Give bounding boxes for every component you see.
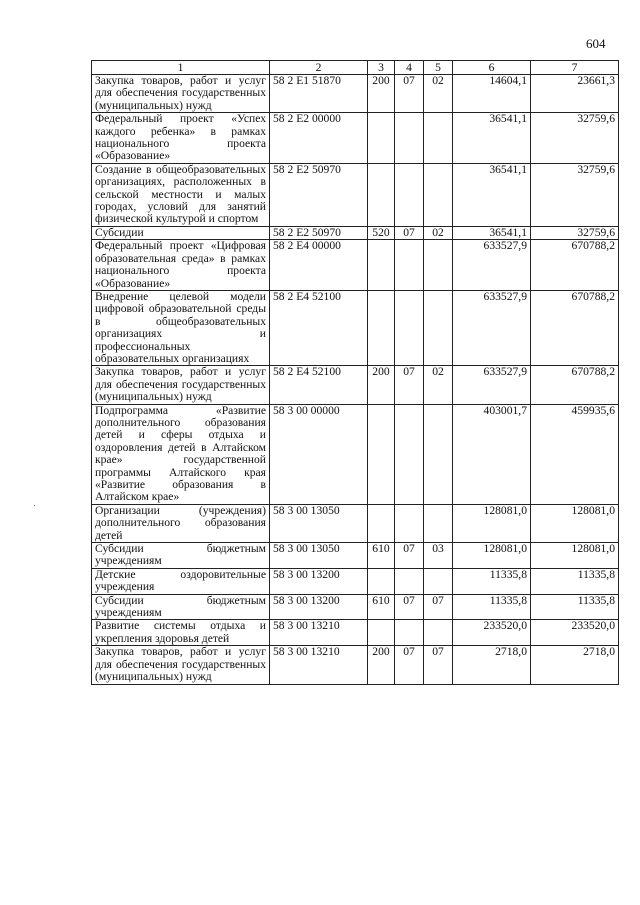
cell-code: 58 2 E2 50970 xyxy=(270,163,368,226)
cell-c5 xyxy=(424,568,453,594)
cell-c4 xyxy=(395,404,424,504)
cell-v7: 32759,6 xyxy=(531,113,619,164)
scan-speck xyxy=(34,505,35,506)
cell-code: 58 3 00 13050 xyxy=(270,543,368,569)
table-row xyxy=(92,290,619,365)
cell-v6: 633527,9 xyxy=(453,240,531,291)
cell-code: 58 3 00 13200 xyxy=(270,568,368,594)
cell-name: Субсидии бюджетным учреждениям xyxy=(92,543,270,569)
cell-c5 xyxy=(424,504,453,542)
cell-name: Внедрение целевой модели цифровой образовательной среды в общеобразовательных организациях и профессиональных образовательных организациях xyxy=(92,290,270,365)
cell-name: Федеральный проект «Цифровая образовательная среда» в рамках национального проекта «Образование» xyxy=(92,240,270,291)
table-row xyxy=(92,163,619,226)
cell-name: Субсидии xyxy=(92,226,270,239)
cell-name: Детские оздоровительные учреждения xyxy=(92,568,270,594)
cell-v6: 36541,1 xyxy=(453,113,531,164)
cell-c3: 610 xyxy=(368,543,395,569)
cell-code: 58 2 E4 52100 xyxy=(270,366,368,404)
cell-c5 xyxy=(424,163,453,226)
cell-name: Организации (учреждения) дополнительного образования детей xyxy=(92,504,270,542)
cell-v6: 128081,0 xyxy=(453,504,531,542)
cell-v7: 128081,0 xyxy=(531,504,619,542)
cell-v7: 23661,3 xyxy=(531,75,619,113)
cell-v6: 36541,1 xyxy=(453,226,531,239)
cell-v7: 11335,8 xyxy=(531,594,619,620)
cell-c5 xyxy=(424,113,453,164)
cell-v7: 670788,2 xyxy=(531,290,619,365)
cell-c3 xyxy=(368,113,395,164)
table-row xyxy=(92,543,619,569)
cell-c4: 07 xyxy=(395,646,424,684)
cell-c5 xyxy=(424,290,453,365)
cell-c5: 02 xyxy=(424,226,453,239)
page-number: 604 xyxy=(586,36,606,51)
cell-code: 58 3 00 13210 xyxy=(270,646,368,684)
cell-c3: 520 xyxy=(368,226,395,239)
cell-v6: 633527,9 xyxy=(453,366,531,404)
cell-c4 xyxy=(395,568,424,594)
cell-v7: 459935,6 xyxy=(531,404,619,504)
header-col-5: 5 xyxy=(424,61,453,75)
cell-c3: 200 xyxy=(368,366,395,404)
table-row xyxy=(92,594,619,620)
cell-v6: 14604,1 xyxy=(453,75,531,113)
header-row xyxy=(92,61,619,75)
cell-code: 58 3 00 13050 xyxy=(270,504,368,542)
cell-c4 xyxy=(395,504,424,542)
cell-c4: 07 xyxy=(395,226,424,239)
cell-code: 58 2 E4 52100 xyxy=(270,290,368,365)
cell-v6: 403001,7 xyxy=(453,404,531,504)
table-row xyxy=(92,366,619,404)
cell-v7: 233520,0 xyxy=(531,620,619,646)
cell-v7: 128081,0 xyxy=(531,543,619,569)
cell-c3 xyxy=(368,568,395,594)
cell-name: Создание в общеобразовательных организациях, расположенных в сельской местности и малых городах, условий для занятий физической культурой и спортом xyxy=(92,163,270,226)
cell-v7: 11335,8 xyxy=(531,568,619,594)
cell-name: Закупка товаров, работ и услуг для обеспечения государственных (муниципальных) нужд xyxy=(92,366,270,404)
header-col-6: 6 xyxy=(453,61,531,75)
cell-c3 xyxy=(368,290,395,365)
cell-c4: 07 xyxy=(395,543,424,569)
cell-v7: 670788,2 xyxy=(531,366,619,404)
cell-c3 xyxy=(368,163,395,226)
budget-table xyxy=(91,60,619,685)
table-row xyxy=(92,226,619,239)
header-col-3: 3 xyxy=(368,61,395,75)
cell-name: Закупка товаров, работ и услуг для обеспечения государственных (муниципальных) нужд xyxy=(92,646,270,684)
cell-c3 xyxy=(368,404,395,504)
cell-v7: 670788,2 xyxy=(531,240,619,291)
cell-c4 xyxy=(395,113,424,164)
table-row xyxy=(92,404,619,504)
cell-v6: 128081,0 xyxy=(453,543,531,569)
cell-code: 58 2 E1 51870 xyxy=(270,75,368,113)
cell-v6: 633527,9 xyxy=(453,290,531,365)
cell-c5: 03 xyxy=(424,543,453,569)
cell-c4 xyxy=(395,290,424,365)
cell-c4: 07 xyxy=(395,366,424,404)
cell-v6: 2718,0 xyxy=(453,646,531,684)
cell-v7: 2718,0 xyxy=(531,646,619,684)
cell-code: 58 2 E2 00000 xyxy=(270,113,368,164)
cell-c5: 02 xyxy=(424,75,453,113)
cell-c3: 200 xyxy=(368,646,395,684)
cell-c5 xyxy=(424,240,453,291)
cell-v6: 11335,8 xyxy=(453,594,531,620)
cell-c5 xyxy=(424,404,453,504)
cell-v7: 32759,6 xyxy=(531,163,619,226)
table-row xyxy=(92,568,619,594)
cell-code: 58 2 E4 00000 xyxy=(270,240,368,291)
header-col-4: 4 xyxy=(395,61,424,75)
table-row xyxy=(92,75,619,113)
table-row xyxy=(92,620,619,646)
cell-c4 xyxy=(395,240,424,291)
cell-name: Развитие системы отдыха и укрепления здоровья детей xyxy=(92,620,270,646)
cell-v6: 233520,0 xyxy=(453,620,531,646)
table-row xyxy=(92,240,619,291)
cell-c3: 200 xyxy=(368,75,395,113)
cell-code: 58 3 00 00000 xyxy=(270,404,368,504)
cell-code: 58 3 00 13200 xyxy=(270,594,368,620)
cell-c3 xyxy=(368,504,395,542)
cell-v6: 11335,8 xyxy=(453,568,531,594)
cell-c3 xyxy=(368,240,395,291)
cell-code: 58 2 E2 50970 xyxy=(270,226,368,239)
cell-c4: 07 xyxy=(395,594,424,620)
cell-c5: 07 xyxy=(424,646,453,684)
cell-c3 xyxy=(368,620,395,646)
table-row xyxy=(92,113,619,164)
cell-c5: 07 xyxy=(424,594,453,620)
header-col-2: 2 xyxy=(270,61,368,75)
cell-c5: 02 xyxy=(424,366,453,404)
cell-c4 xyxy=(395,163,424,226)
header-col-7: 7 xyxy=(531,61,619,75)
cell-name: Федеральный проект «Успех каждого ребенка» в рамках национального проекта «Образование» xyxy=(92,113,270,164)
header-col-1: 1 xyxy=(92,61,270,75)
cell-c5 xyxy=(424,620,453,646)
table-row xyxy=(92,504,619,542)
cell-name: Субсидии бюджетным учреждениям xyxy=(92,594,270,620)
cell-v6: 36541,1 xyxy=(453,163,531,226)
cell-c3: 610 xyxy=(368,594,395,620)
cell-v7: 32759,6 xyxy=(531,226,619,239)
cell-c4 xyxy=(395,620,424,646)
cell-code: 58 3 00 13210 xyxy=(270,620,368,646)
table-row xyxy=(92,646,619,684)
cell-name: Закупка товаров, работ и услуг для обеспечения государственных (муниципальных) нужд xyxy=(92,75,270,113)
cell-c4: 07 xyxy=(395,75,424,113)
cell-name: Подпрограмма «Развитие дополнительного образования детей и сферы отдыха и оздоровления детей в Алтайском крае» государственной программы Алтайского края «Развитие образования в Алтайском крае» xyxy=(92,404,270,504)
